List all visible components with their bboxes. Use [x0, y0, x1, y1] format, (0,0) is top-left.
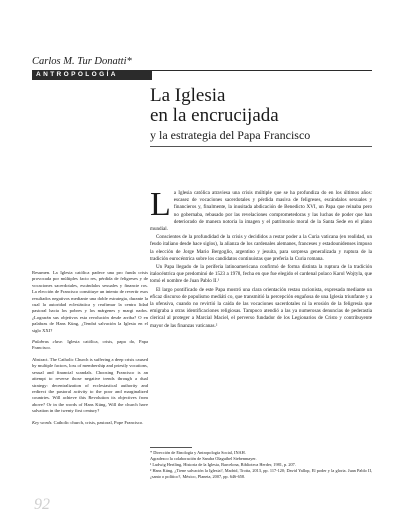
title-line-1: La Iglesia [150, 85, 226, 106]
article-title [150, 86, 380, 126]
page-number: 92 [34, 496, 50, 513]
footnote-rule [150, 447, 192, 448]
key-words [32, 420, 148, 426]
footnote-thanks: Agradezco la colaboración de Sandra Olaguíbel Siebenmayer. [150, 456, 257, 462]
title-rule [150, 146, 372, 147]
palabras-clave-text: Iglesia católica, crisis, papa do, Papa Francisco. [32, 339, 148, 351]
footnote-1: ¹ Ludwig Hertling, Historia de la Iglesia, Barcelona, Biblioteca Herder, 1981, p. 207. [150, 462, 296, 468]
body-paragraph-1-text: a Iglesia católica atraviesa una crisis múltiple que se ha profundiza do en los últimos años: escasez de vocaciones sacerdotales y pérdida masiva de feligreses, escándalos sexuales y financieros y, finalmente, la inusitada abdicación de Benedicto XVI, un Papa que reinaba pero no gobernaba, rebasado por las revelaciones comprometedoras y las luchas de poder que han deteriorado de manera notoria la imagen y el patrimonio moral de la Santa Sede en el plano mundial. [150, 190, 372, 233]
resumen-text: Resumen. La Iglesia católica padece una pro funda crisis provocada por múltiples facto res, pérdida de feligreses y de vocaciones sacerdotales, escándalos sexuales y financie ros. La elección de Francisco constituye un intento de revertir esos resultados negativos mediante una doble estrategia, durante la cual la autoridad eclesiástica y reafirmar la centra lidad pastoral hacia los pobres y los márgenes y margi nados. ¿Lograrán sus objetivos esta revolución desde arriba? O en palabras de Hans Küng, ¿Tendrá salvación la Iglesia en el siglo XXI? [32, 270, 148, 333]
abstract-sidebar [32, 270, 148, 431]
article-body [150, 186, 372, 331]
body-paragraph-4: El largo pontificado de este Papa mostró una clara orientación restau racionista, expresada mediante un eficaz discurso de populismo mediáti co, que transmitió la percepción engañosa de una Iglesia triunfante y a la ofensiva, cuando no revirtió la caída de las vocaciones sacerdotales ni la erosión de la feligresía que emigraba a otras identificaciones religiosas. Tampoco atendió a las ya numerosas denuncias de pederastia clerical al proteger a Marcial Maciel, el perverso fundador de los Legionarios de Cristo y contribuyente mayor de las finanzas vaticanas.² [150, 286, 372, 329]
footnotes [150, 447, 372, 480]
key-words-text: Catholic church, crisis, pastoral, Pope Francisco. [53, 419, 144, 425]
palabras-clave [32, 339, 148, 352]
header-rule [150, 70, 372, 71]
drop-cap: L [150, 186, 171, 223]
section-text: ANTROPOLOGÍA [36, 71, 118, 78]
key-words-label: Key words. [32, 419, 53, 425]
palabras-clave-label: Palabras clave. [32, 339, 64, 345]
body-paragraph-2: Conscientes de la profundidad de la crisis y decididos a restar poder a la Curia vaticana (en realidad, un feudo italiano desde hace siglos), la alianza de los cardenales alemanes, franceses y estadounidenses impuso la elección de Jorge Mario Bergoglio, argentino y jesuita, para sorpresa generalizada y ruptura de la tradición eurocéntrica sobre los candidatos continuistas que prefería la Curia romana. [150, 234, 372, 262]
abstract-text: Abstract. The Catholic Church is suffering a deep crisis caused by multiple factors, loss of membership and priestly vocations, sexual and financial scandals. Choosing Francisco is an attempt to reverse those negative trends through a dual strategy: decentralization of ecclesiastical authority and redirect the pastoral activity to the poor and marginalized countries. Will achieve this Revolution its objectives from above? Or in the words of Hans Küng, Will the church have salvation in the twenty first century? [32, 356, 148, 414]
title-line-2: en la encrucijada [150, 105, 279, 126]
body-paragraph-1 [150, 186, 372, 233]
author-name: Carlos M. Tur Donatti* [32, 56, 132, 67]
footnote-2: ² Hans Küng, ¿Tiene salvación la Iglesia?, Madrid, Trotta, 2013, pp. 117-120; David Yallop, El poder y la gloria. Juan Pablo II, ¿santo o político?, México, Planeta, 2007, pp. 646-658. [150, 468, 372, 480]
article-subtitle: y la estrategia del Papa Francisco [150, 128, 311, 142]
body-paragraph-3: Un Papa llegado de la periferia latinoamericana confirmó de forma distinta la ruptura de la tradición italocéntrica que predominó de 1523 a 1978, fecha en que fue elegido el cardenal polaco Karol Wojtyla, que tomó el nombre de Juan Pablo II.¹ [150, 264, 372, 285]
footnote-affiliation: * Dirección de Etnología y Antropología Social, INAH. [150, 450, 246, 455]
section-label [32, 70, 152, 80]
